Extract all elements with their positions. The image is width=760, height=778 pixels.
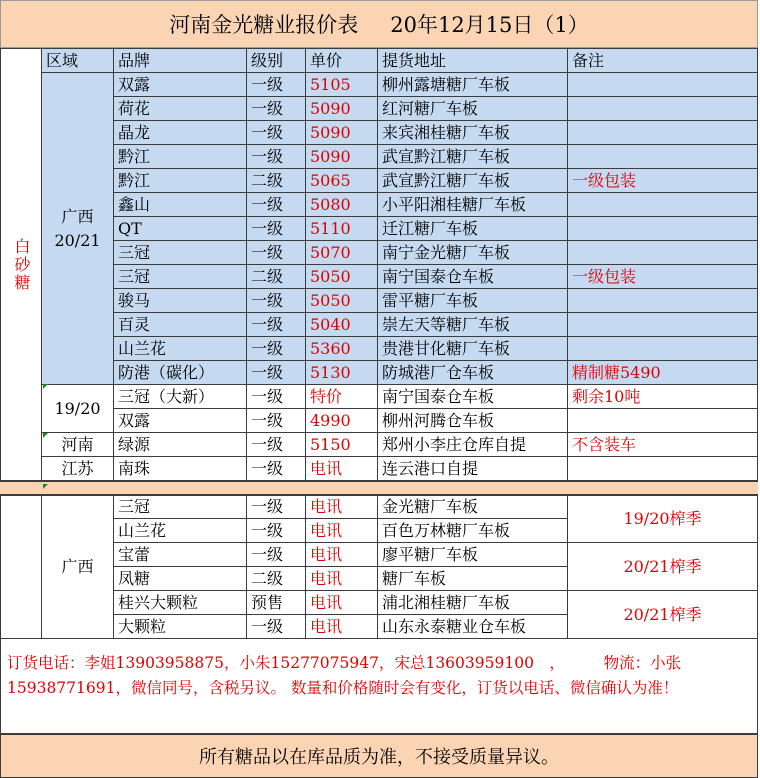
price-cell: 5070 — [306, 241, 378, 265]
brand-cell: 三冠 — [114, 495, 247, 519]
price-cell: 4990 — [306, 409, 378, 433]
table-row — [1, 433, 758, 457]
location-cell: 迁江糖厂车板 — [378, 217, 568, 241]
note-cell: 一级包装 — [568, 265, 758, 289]
note-cell — [568, 217, 758, 241]
price-cell: 5080 — [306, 193, 378, 217]
table-row — [1, 217, 758, 241]
price-cell: 电讯 — [306, 567, 378, 591]
table-row — [1, 313, 758, 337]
table-row — [1, 495, 758, 519]
brand-cell: 荷花 — [114, 97, 247, 121]
location-cell: 小平阳湘桂糖厂车板 — [378, 193, 568, 217]
grade-cell: 一级 — [247, 217, 306, 241]
report-title — [0, 0, 758, 48]
season-note-cell: 20/21榨季 — [568, 543, 758, 591]
season-note-cell: 20/21榨季 — [568, 591, 758, 639]
table-row — [1, 385, 758, 409]
price-cell: 电讯 — [306, 543, 378, 567]
region-season: 20/21 — [54, 230, 101, 250]
price-cell: 5065 — [306, 169, 378, 193]
grade-cell: 一级 — [247, 495, 306, 519]
location-cell: 连云港口自提 — [378, 457, 568, 481]
price-cell: 5130 — [306, 361, 378, 385]
cell-marker-icon — [43, 433, 48, 438]
location-cell: 柳州河腾仓车板 — [378, 409, 568, 433]
price-cell: 电讯 — [306, 495, 378, 519]
brand-cell: 山兰花 — [114, 337, 247, 361]
brand-cell: 骏马 — [114, 289, 247, 313]
grade-cell: 一级 — [247, 121, 306, 145]
note-cell — [568, 289, 758, 313]
location-cell: 来宾湘桂糖厂车板 — [378, 121, 568, 145]
brand-cell: 绿源 — [114, 433, 247, 457]
price-cell: 5090 — [306, 97, 378, 121]
table-row — [1, 591, 758, 615]
grade-cell: 一级 — [247, 145, 306, 169]
region-name: 广西 — [61, 206, 94, 226]
brand-cell: 晶龙 — [114, 121, 247, 145]
price-cell: 电讯 — [306, 457, 378, 481]
table-row — [1, 241, 758, 265]
note-cell: 不含装车 — [568, 433, 758, 457]
brand-cell: 桂兴大颗粒 — [114, 591, 247, 615]
note-cell — [568, 73, 758, 97]
header-note: 备注 — [568, 49, 758, 73]
brand-cell: 南珠 — [114, 457, 247, 481]
season-note-cell: 19/20榨季 — [568, 495, 758, 543]
grade-cell: 一级 — [247, 337, 306, 361]
table-row — [1, 265, 758, 289]
footer-disclaimer: 所有糖品以在库品质为准，不接受质量异议。 — [0, 734, 758, 778]
location-cell: 南宁国泰仓车板 — [378, 265, 568, 289]
location-cell: 郑州小李庄仓库自提 — [378, 433, 568, 457]
note-cell — [568, 145, 758, 169]
price-table-secondary — [0, 494, 758, 639]
region-guangxi — [42, 73, 114, 385]
location-cell: 糖厂车板 — [378, 567, 568, 591]
grade-cell: 二级 — [247, 567, 306, 591]
table-row — [1, 73, 758, 97]
note-cell — [568, 457, 758, 481]
title-date: 20年12月15日（1） — [390, 13, 589, 37]
brand-cell: 双露 — [114, 409, 247, 433]
grade-cell: 一级 — [247, 457, 306, 481]
grade-cell: 二级 — [247, 169, 306, 193]
location-cell: 防城港厂仓车板 — [378, 361, 568, 385]
table-row — [1, 289, 758, 313]
brand-cell: 宝蕾 — [114, 543, 247, 567]
region-1920: 19/20 — [42, 385, 114, 433]
brand-cell: 凤糖 — [114, 567, 247, 591]
note-cell — [568, 193, 758, 217]
price-cell: 电讯 — [306, 615, 378, 639]
table-row — [1, 121, 758, 145]
category-label: 白砂糖 — [1, 49, 42, 481]
brand-cell: 黔江 — [114, 145, 247, 169]
price-cell: 5150 — [306, 433, 378, 457]
brand-cell: 黔江 — [114, 169, 247, 193]
price-cell: 5090 — [306, 121, 378, 145]
grade-cell: 一级 — [247, 73, 306, 97]
contact-info: 订货电话：李姐13903958875，小朱15277075947，宋总13603959100 ， 物流：小张15938771691，微信同号，含税另议。 数量和价格随时会有变化，订货以电话、微信确认为准！ — [0, 638, 758, 734]
brand-cell: 大颗粒 — [114, 615, 247, 639]
location-cell: 红河糖厂车板 — [378, 97, 568, 121]
location-cell: 武宣黔江糖厂车板 — [378, 169, 568, 193]
note-cell: 精制糖5490 — [568, 361, 758, 385]
note-cell — [568, 121, 758, 145]
grade-cell: 一级 — [247, 615, 306, 639]
price-cell: 5110 — [306, 217, 378, 241]
grade-cell: 预售 — [247, 591, 306, 615]
cell-marker-icon — [43, 384, 48, 389]
brand-cell: 三冠 — [114, 241, 247, 265]
brand-cell: 防港（碳化） — [114, 361, 247, 385]
location-cell: 柳州露塘糖厂车板 — [378, 73, 568, 97]
note-cell — [568, 97, 758, 121]
cell-marker-icon — [43, 484, 48, 489]
table-row — [1, 193, 758, 217]
blank-cell — [1, 495, 42, 639]
table-row — [1, 145, 758, 169]
brand-cell: 三冠 — [114, 265, 247, 289]
grade-cell: 二级 — [247, 265, 306, 289]
region-cell: 河南 — [42, 433, 114, 457]
location-cell: 廖平糖厂车板 — [378, 543, 568, 567]
price-cell: 5050 — [306, 265, 378, 289]
note-cell: 剩余10吨 — [568, 385, 758, 409]
header-grade: 级别 — [247, 49, 306, 73]
note-cell — [568, 337, 758, 361]
brand-cell: 百灵 — [114, 313, 247, 337]
header-price: 单价 — [306, 49, 378, 73]
note-cell: 一级包装 — [568, 169, 758, 193]
title-company: 河南金光糖业报价表 — [169, 13, 359, 37]
brand-cell: QT — [114, 217, 247, 241]
price-cell: 5050 — [306, 289, 378, 313]
header-row — [1, 49, 758, 73]
header-region: 区域 — [42, 49, 114, 73]
region-guangxi-2: 广西 — [42, 495, 114, 639]
region-cell: 江苏 — [42, 457, 114, 481]
price-cell: 电讯 — [306, 519, 378, 543]
location-cell: 山东永泰糖业仓车板 — [378, 615, 568, 639]
price-cell: 5360 — [306, 337, 378, 361]
brand-cell: 双露 — [114, 73, 247, 97]
table-row — [1, 409, 758, 433]
location-cell: 南宁金光糖厂车板 — [378, 241, 568, 265]
table-row — [1, 337, 758, 361]
note-cell — [568, 313, 758, 337]
grade-cell: 一级 — [247, 543, 306, 567]
header-location: 提货地址 — [378, 49, 568, 73]
grade-cell: 一级 — [247, 241, 306, 265]
location-cell: 崇左天等糖厂车板 — [378, 313, 568, 337]
grade-cell: 一级 — [247, 97, 306, 121]
grade-cell: 一级 — [247, 433, 306, 457]
brand-cell: 山兰花 — [114, 519, 247, 543]
grade-cell: 一级 — [247, 409, 306, 433]
location-cell: 雷平糖厂车板 — [378, 289, 568, 313]
table-row — [1, 543, 758, 567]
grade-cell: 一级 — [247, 313, 306, 337]
price-cell: 5090 — [306, 145, 378, 169]
header-brand: 品牌 — [114, 49, 247, 73]
grade-cell: 一级 — [247, 193, 306, 217]
note-cell — [568, 409, 758, 433]
grade-cell: 一级 — [247, 385, 306, 409]
price-table-main — [0, 48, 758, 481]
note-cell — [568, 241, 758, 265]
location-cell: 浦北湘桂糖厂车板 — [378, 591, 568, 615]
brand-cell: 三冠（大新） — [114, 385, 247, 409]
price-cell: 5105 — [306, 73, 378, 97]
grade-cell: 一级 — [247, 519, 306, 543]
grade-cell: 一级 — [247, 361, 306, 385]
table-row — [1, 169, 758, 193]
location-cell: 金光糖厂车板 — [378, 495, 568, 519]
brand-cell: 鑫山 — [114, 193, 247, 217]
table-row — [1, 97, 758, 121]
price-cell: 电讯 — [306, 591, 378, 615]
price-cell: 特价 — [306, 385, 378, 409]
location-cell: 武宣黔江糖厂车板 — [378, 145, 568, 169]
location-cell: 百色万林糖厂车板 — [378, 519, 568, 543]
price-cell: 5040 — [306, 313, 378, 337]
grade-cell: 一级 — [247, 289, 306, 313]
table-row — [1, 457, 758, 481]
table-row — [1, 361, 758, 385]
location-cell: 贵港甘化糖厂车板 — [378, 337, 568, 361]
location-cell: 南宁国泰仓车板 — [378, 385, 568, 409]
